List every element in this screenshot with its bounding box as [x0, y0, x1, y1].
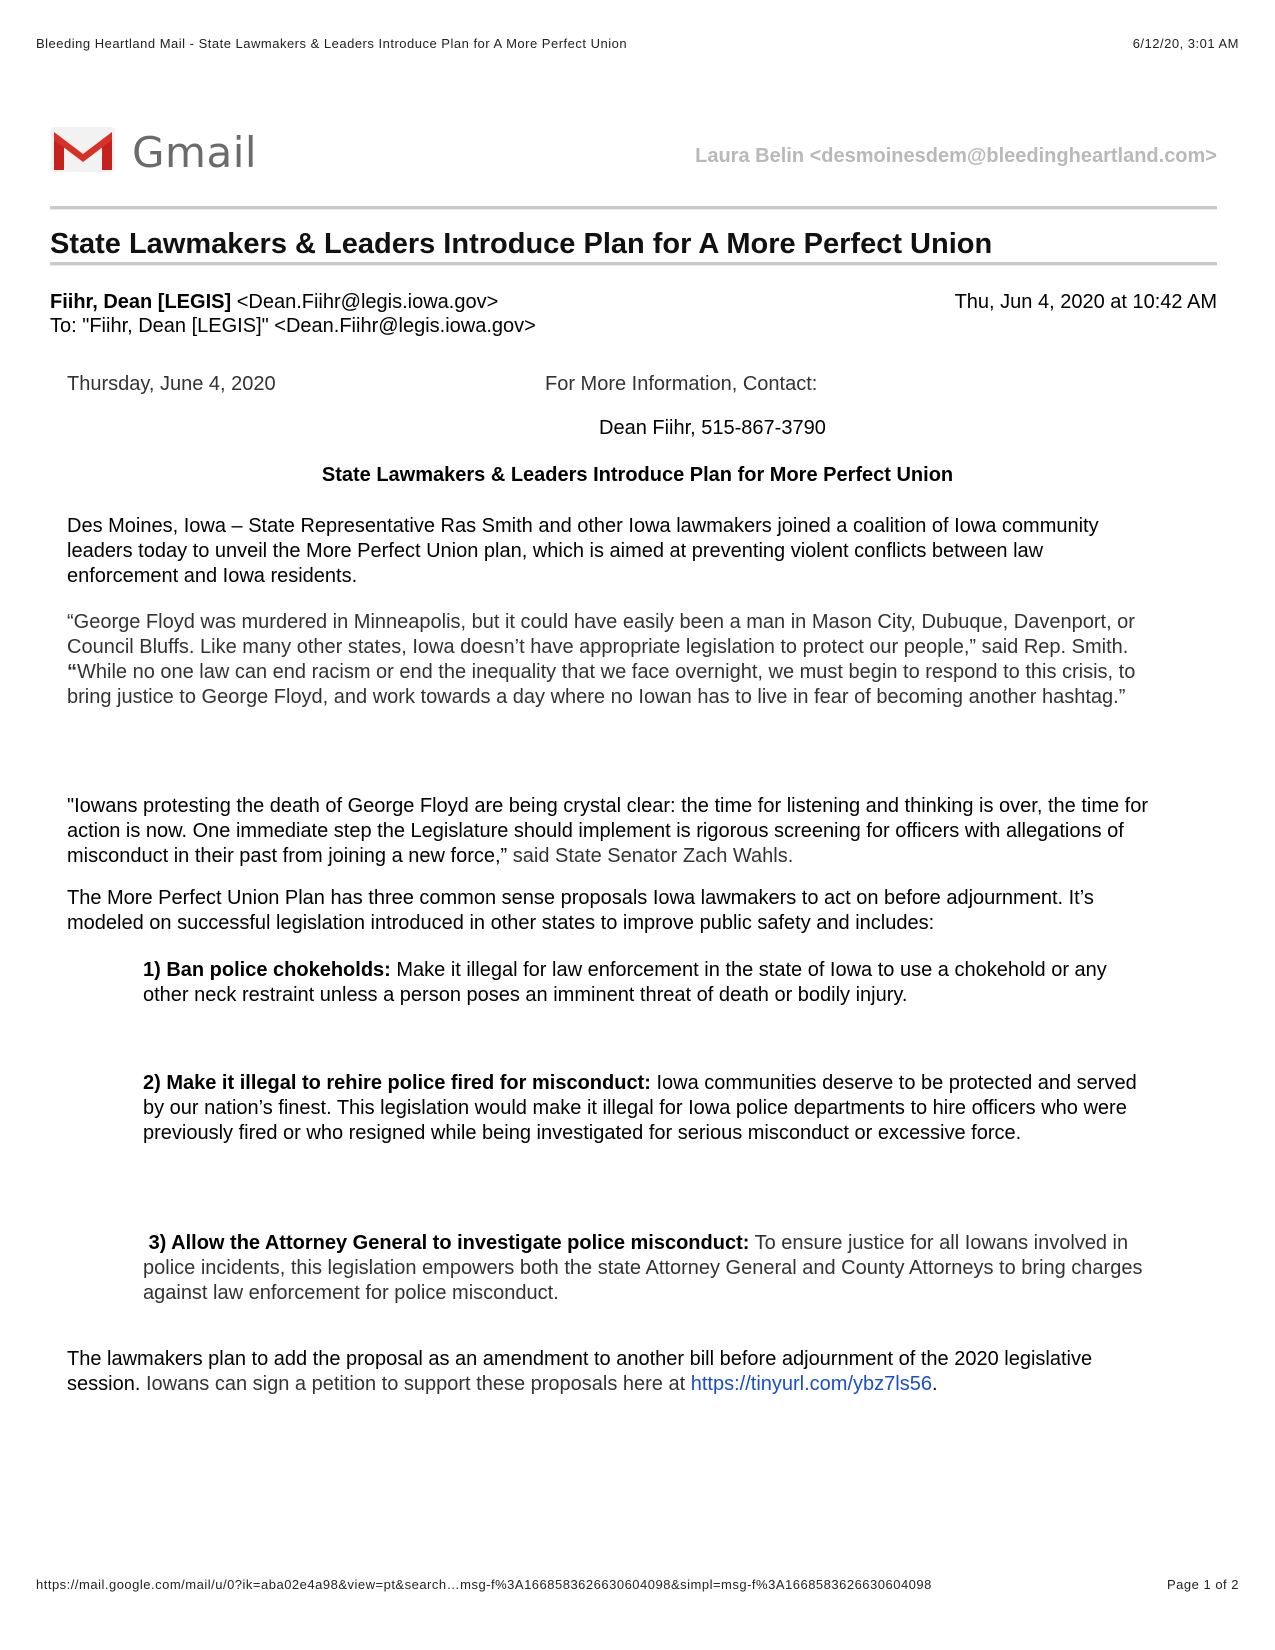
page-number: Page 1 of 2 [1167, 1577, 1239, 1592]
proposal-text: Iowa communities deserve to be protected and served by our nation’s finest. This legislation would make it illegal for Iowa police departments to hire officers who were previously fired or who resigned while being investigated for serious misconduct or excessive force. [143, 1072, 1137, 1144]
paragraph-text: Iowans can sign a petition to support these proposals here at [145, 1373, 691, 1395]
gmail-wordmark: Gmail [132, 128, 258, 177]
proposal-text: To ensure justice for all Iowans involved in police incidents, this legislation empowers both the state Attorney General and County Attorneys to bring charges against law enforcement for police misconduct. [143, 1232, 1149, 1304]
email-subject: State Lawmakers & Leaders Introduce Plan for A More Perfect Union [50, 228, 993, 260]
release-headline: State Lawmakers & Leaders Introduce Plan for More Perfect Union [321, 464, 954, 486]
proposal-heading: 3) Allow the Attorney General to investigate police misconduct: [143, 1232, 750, 1254]
sender-name: Fiihr, Dean [LEGIS] [50, 291, 232, 313]
print-timestamp: 6/12/20, 3:01 AM [1132, 36, 1239, 51]
paragraph-text: "Iowans protesting the death of George Floyd are being crystal clear: the time for listening and thinking is over, the time for action is now. One immediate step the Legislature should implement is rigorous screening for officers with allegations of misconduct in their past from joining a new force,” [67, 795, 1149, 867]
proposal-item [143, 1231, 1153, 1306]
message-date: Thu, Jun 4, 2020 at 10:42 AM [954, 291, 1217, 313]
paragraph-text: said State Senator Zach Wahls. [512, 845, 794, 867]
print-header [36, 36, 1239, 54]
sender [50, 291, 498, 314]
proposal-heading: 2) Make it illegal to rehire police fired for misconduct: [143, 1072, 651, 1094]
paragraph-text: While no one law can end racism or end the inequality that we face overnight, we must begin to respond to this crisis, to bring justice to George Floyd, and work towards a day where no Iowan has to live in fear of becoming another hashtag.” [67, 661, 1136, 708]
account-email: Laura Belin <desmoinesdem@bleedingheartland.com> [695, 145, 1217, 167]
contact-label: For More Information, Contact: [545, 373, 818, 395]
divider [50, 206, 1217, 210]
proposal-text: Make it illegal for law enforcement in the state of Iowa to use a chokehold or any other neck restraint unless a person poses an imminent threat of death or bodily injury. [143, 959, 1107, 1006]
print-title: Bleeding Heartland Mail - State Lawmakers & Leaders Introduce Plan for A More Perfect Union [36, 36, 628, 51]
gmail-logo [50, 124, 270, 178]
proposal-item [143, 1071, 1153, 1146]
petition-link[interactable]: https://tinyurl.com/ybz7ls56 [690, 1373, 932, 1395]
paragraph-text: The lawmakers plan to add the proposal as an amendment to another bill before adjournment of the 2020 legislative session. [67, 1348, 1093, 1395]
paragraph-text: . [931, 1373, 938, 1395]
quote-mark: “ [67, 661, 77, 683]
paragraph-text: “George Floyd was murdered in Minneapolis, but it could have easily been a man in Mason City, Dubuque, Davenport, or Council Bluffs. Like many other states, Iowa doesn’t have appropriate legislation to protect our people,” said Rep. Smith. [67, 611, 1135, 658]
proposal-item [143, 958, 1153, 1008]
paragraph [67, 1347, 1157, 1397]
gmail-m-icon [50, 124, 116, 174]
sender-email: <Dean.Fiihr@legis.iowa.gov> [236, 291, 499, 313]
recipient: To: "Fiihr, Dean [LEGIS]" <Dean.Fiihr@legis.iowa.gov> [50, 315, 536, 337]
paragraph [67, 610, 1157, 710]
contact-info: Dean Fiihr, 515-867-3790 [599, 417, 826, 439]
paragraph: Des Moines, Iowa – State Representative Ras Smith and other Iowa lawmakers joined a coalition of Iowa community leaders today to unveil the More Perfect Union plan, which is aimed at preventing violent conflicts between law enforcement and Iowa residents. [67, 515, 1099, 587]
divider [50, 262, 1217, 266]
paragraph [67, 794, 1157, 869]
proposal-heading: 1) Ban police chokeholds: [143, 959, 391, 981]
release-dateline: Thursday, June 4, 2020 [67, 373, 276, 395]
paragraph: The More Perfect Union Plan has three common sense proposals Iowa lawmakers to act on before adjournment. It’s modeled on successful legislation introduced in other states to improve public safety and includes: [67, 887, 1094, 934]
print-url: https://mail.google.com/mail/u/0?ik=aba02e4a98&view=pt&search…msg-f%3A1668583626630604098&simpl=msg-f%3A1668583626630604098 [36, 1577, 932, 1592]
print-footer [36, 1577, 1239, 1595]
